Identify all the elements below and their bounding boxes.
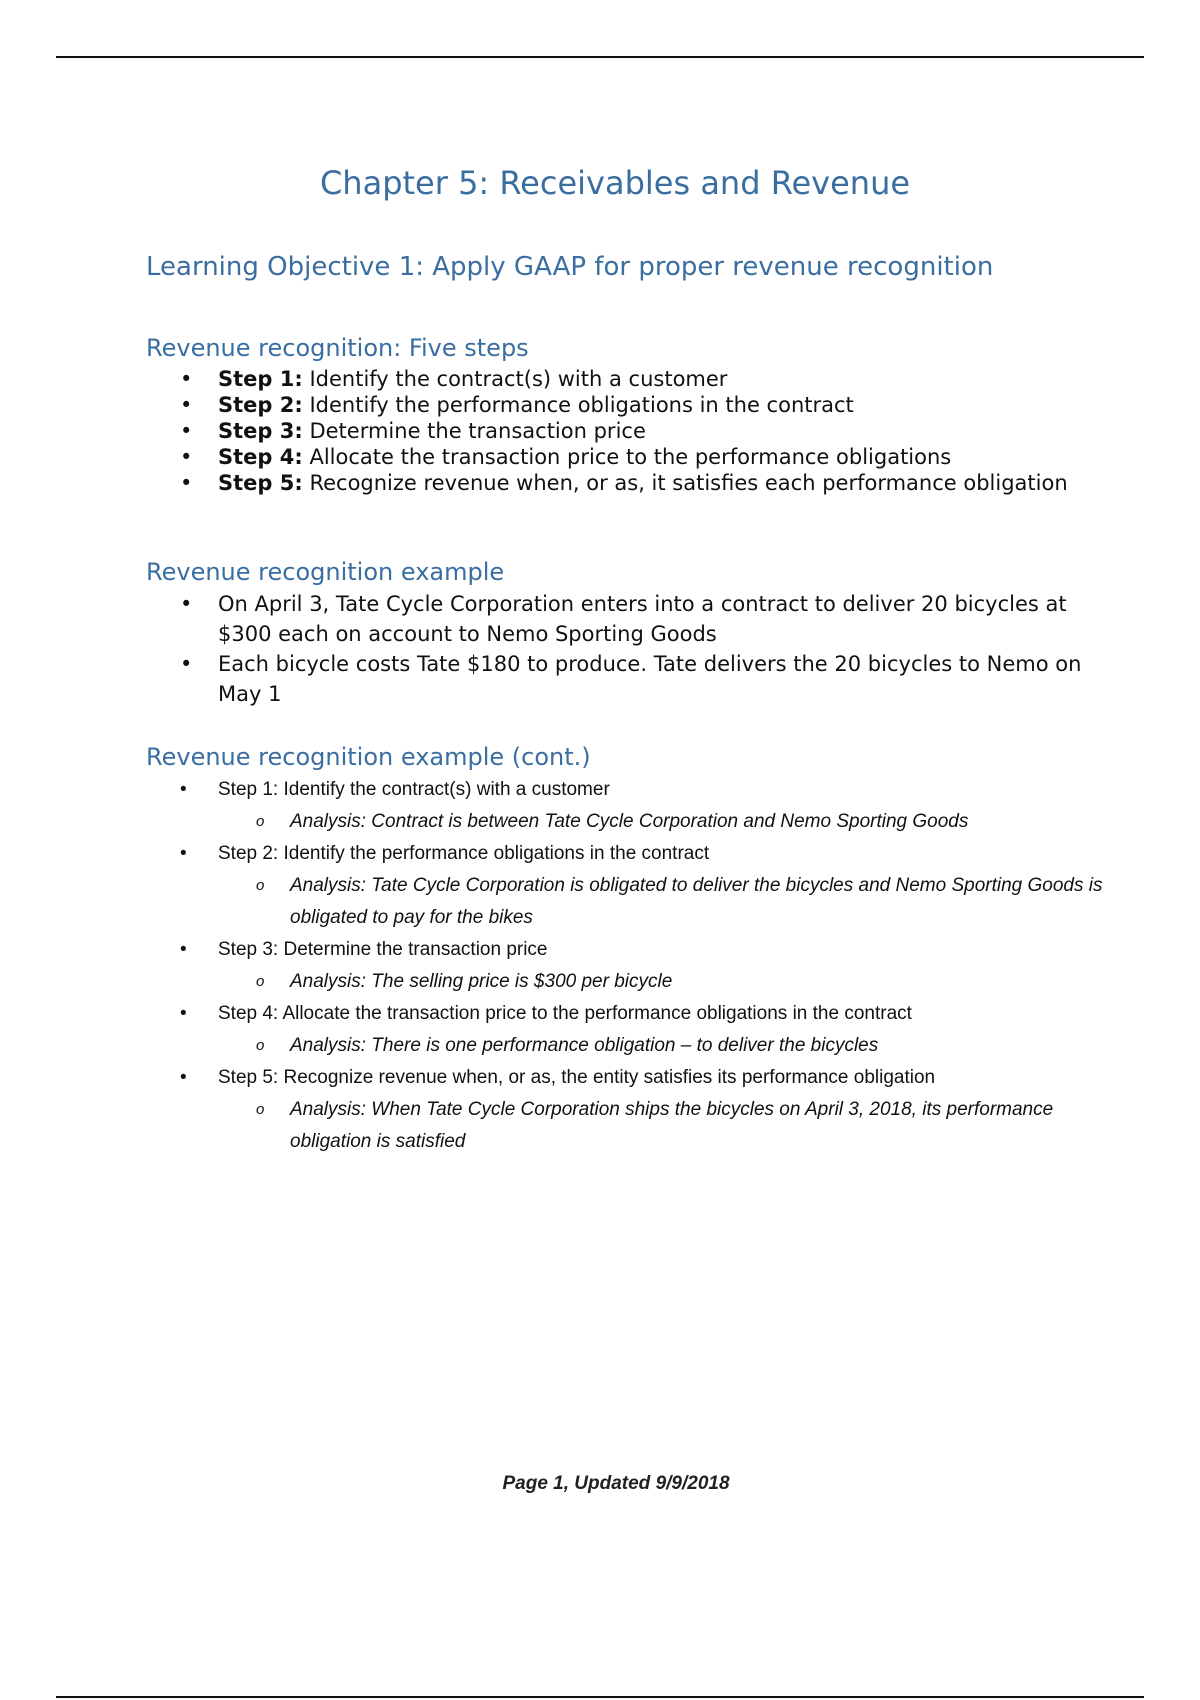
bottom-rule xyxy=(56,1696,1144,1698)
step-text: Determine the transaction price xyxy=(309,419,646,443)
page-footer: Page 1, Updated 9/9/2018 xyxy=(502,1473,730,1494)
top-rule xyxy=(56,56,1144,58)
example-heading: Revenue recognition example xyxy=(146,558,505,586)
list-item xyxy=(146,470,1106,496)
step-text: Identify the performance obligations in the contract xyxy=(309,393,854,417)
objective-heading: Learning Objective 1: Apply GAAP for proper revenue recognition xyxy=(146,252,994,282)
analysis-item: o Analysis: The selling price is $300 per bicycle xyxy=(218,966,1106,998)
step-label: Step 4: xyxy=(218,445,303,469)
list-item xyxy=(146,418,1106,444)
example-cont-list xyxy=(146,774,1106,1158)
analysis-sublist xyxy=(218,1094,1106,1158)
analysis-item: o Analysis: There is one performance obligation – to deliver the bicycles xyxy=(218,1030,1106,1062)
step-text: Step 3: Determine the transaction price xyxy=(218,939,548,960)
list-item xyxy=(146,998,1106,1062)
list-item xyxy=(146,934,1106,998)
step-text: Step 2: Identify the performance obligations in the contract xyxy=(218,843,710,864)
five-steps-heading: Revenue recognition: Five steps xyxy=(146,334,529,362)
list-item xyxy=(146,838,1106,934)
analysis-item: o Analysis: Tate Cycle Corporation is obligated to deliver the bicycles and Nemo Sporting Goods is obligated to pay for the bikes xyxy=(218,870,1106,934)
step-label: Step 1: xyxy=(218,367,303,391)
analysis-sublist xyxy=(218,870,1106,934)
list-item xyxy=(146,392,1106,418)
five-steps-list xyxy=(146,366,1106,496)
example-list xyxy=(146,589,1106,709)
step-label: Step 5: xyxy=(218,471,303,495)
list-item xyxy=(146,774,1106,838)
page-title: Chapter 5: Receivables and Revenue xyxy=(319,164,911,202)
step-text: Step 4: Allocate the transaction price to the performance obligations in the contract xyxy=(218,1003,912,1024)
example-cont-heading: Revenue recognition example (cont.) xyxy=(146,743,591,771)
analysis-item: o Analysis: When Tate Cycle Corporation ships the bicycles on April 3, 2018, its performance obligation is satisfied xyxy=(218,1094,1106,1158)
step-label: Step 2: xyxy=(218,393,303,417)
step-text: Recognize revenue when, or as, it satisfies each performance obligation xyxy=(309,471,1068,495)
step-label: Step 3: xyxy=(218,419,303,443)
list-item xyxy=(146,1062,1106,1158)
analysis-sublist xyxy=(218,1030,1106,1062)
analysis-sublist xyxy=(218,966,1106,998)
step-text: Identify the contract(s) with a customer xyxy=(309,367,728,391)
list-item xyxy=(146,366,1106,392)
analysis-item: o Analysis: Contract is between Tate Cycle Corporation and Nemo Sporting Goods xyxy=(218,806,1106,838)
step-text: Step 5: Recognize revenue when, or as, the entity satisfies its performance obligation xyxy=(218,1067,936,1088)
analysis-sublist xyxy=(218,806,1106,838)
list-item xyxy=(146,444,1106,470)
step-text: Allocate the transaction price to the performance obligations xyxy=(309,445,952,469)
step-text: Step 1: Identify the contract(s) with a customer xyxy=(218,779,610,800)
list-item: • On April 3, Tate Cycle Corporation enters into a contract to deliver 20 bicycles at $300 each on account to Nemo Sporting Goods xyxy=(146,589,1106,649)
list-item: • Each bicycle costs Tate $180 to produce. Tate delivers the 20 bicycles to Nemo on May 1 xyxy=(146,649,1106,709)
